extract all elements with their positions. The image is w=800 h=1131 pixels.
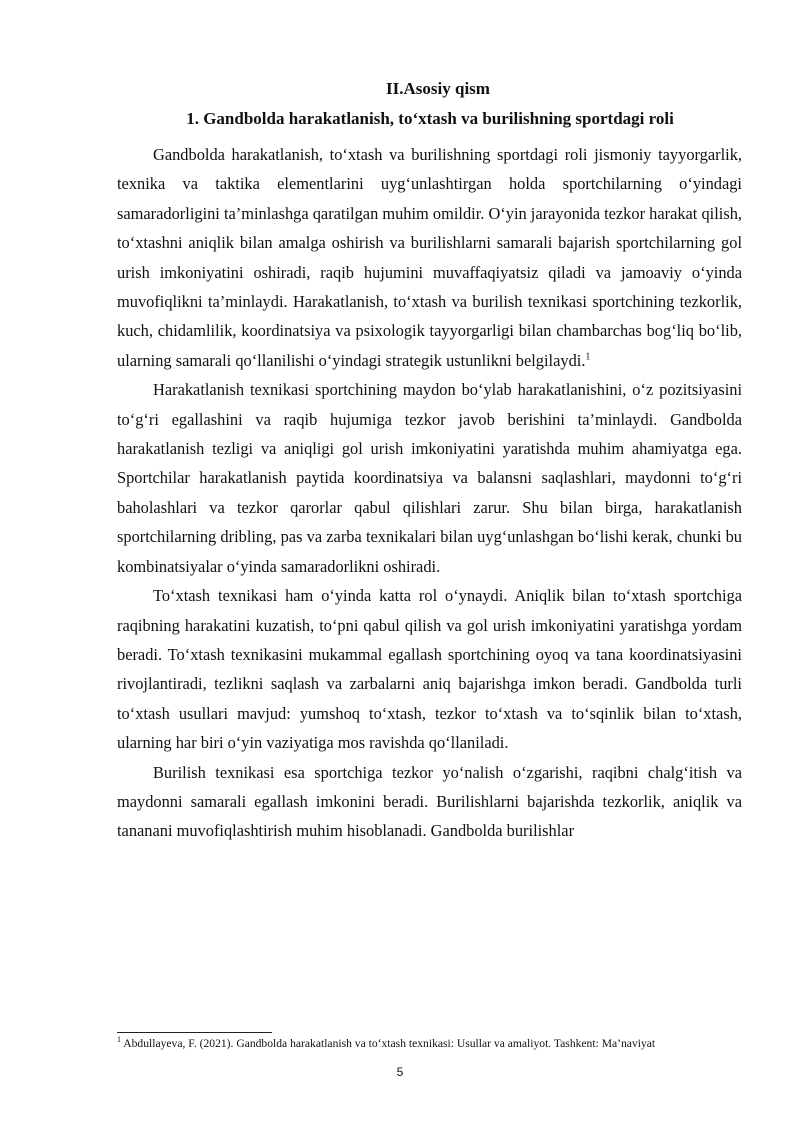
page-number: 5: [396, 1065, 404, 1079]
footnote-reference[interactable]: 1: [585, 351, 591, 363]
subsection-heading: 1. Gandbolda harakatlanish, to‘xtash va burilishning sportdagi roli: [186, 109, 674, 128]
paragraph-1: [117, 140, 742, 375]
paragraph-3: To‘xtash texnikasi ham o‘yinda katta rol o‘ynaydi. Aniqlik bilan to‘xtash sportchiga raqibning harakatini kuzatish, to‘pni qabul qilish va gol urish imkoniyatini yaratishga yordam beradi. To‘xtash texnikasini mukammal egallash sportchining oyoq va tana koordinatsiyasini rivojlantiradi, tezlikni saqlash va zarbalarni aniq bajarishga imkon beradi. Gandbolda turli to‘xtash usullari mavjud: yumshoq to‘xtash, tezkor to‘xtash va to‘sqinlik bilan to‘xtash, ularning har biri o‘yin vaziyatiga mos ravishda qo‘llaniladi.: [117, 586, 742, 753]
footnote-mark: 1: [117, 1035, 121, 1045]
paragraph-4: Burilish texnikasi esa sportchiga tezkor yo‘nalish o‘zgarishi, raqibni chalg‘itish va maydonni samarali egallash imkonini beradi. Burilishlarni bajarishda tezkorlik, aniqlik va tananani muvofiqlashtirish muhim hisoblanadi. Gandbolda burilishlar: [117, 762, 742, 841]
footnote: [117, 1036, 757, 1051]
footnote-divider: [117, 1032, 272, 1033]
paragraph-2: Harakatlanish texnikasi sportchining maydon bo‘ylab harakatlanishini, o‘z pozitsiyasini to‘g‘ri egallashini va raqib hujumiga tezkor javob berishini ta’minlaydi. Gandbolda harakatlanish tezligi va aniqligi gol urish imkoniyatini yaratishda muhim ahamiyatga ega. Sportchilar harakatlanish paytida koordinatsiya va balansni saqlashlari, maydonni to‘g‘ri baholashlari va tezkor qarorlar qabul qilishlari zarur. Shu bilan birga, harakatlanish sportchilarning dribling, pas va zarba texnikalari bilan uyg‘unlashgan bo‘lishi kerak, chunki bu kombinatsiyalar o‘yinda samaradorlikni oshiradi.: [117, 380, 742, 576]
footnote-text: Abdullayeva, F. (2021). Gandbolda harakatlanish va to‘xtash texnikasi: Usullar va amaliyot. Tashkent: Ma’naviyat: [123, 1037, 656, 1050]
section-heading: II.Asosiy qism: [386, 79, 490, 98]
paragraph-1-text: Gandbolda harakatlanish, to‘xtash va burilishning sportdagi roli jismoniy tayyorgarlik, texnika va taktika elementlarini uyg‘unlashtirgan holda sportchilarning o‘yindagi samaradorligini ta’minlashga qaratilgan muhim omildir. O‘yin jarayonida tezkor harakat qilish, to‘xtashni aniqlik bilan amalga oshirish va burilishlarni samarali bajarish sportchilarning gol urish imkoniyatini oshiradi, raqib hujumini muvaffaqiyatsiz qiladi va jamoaviy o‘yinda muvofiqlikni ta’minlaydi. Harakatlanish, to‘xtash va burilish texnikasi sportchining tezkorlik, kuch, chidamlilik, koordinatsiya va psixologik tayyorgarligi bilan chambarchas bog‘liq bo‘lib, ularning samarali qo‘llanilishi o‘yindagi strategik ustunlikni belgilaydi.: [117, 145, 742, 370]
body-text: [117, 140, 742, 846]
